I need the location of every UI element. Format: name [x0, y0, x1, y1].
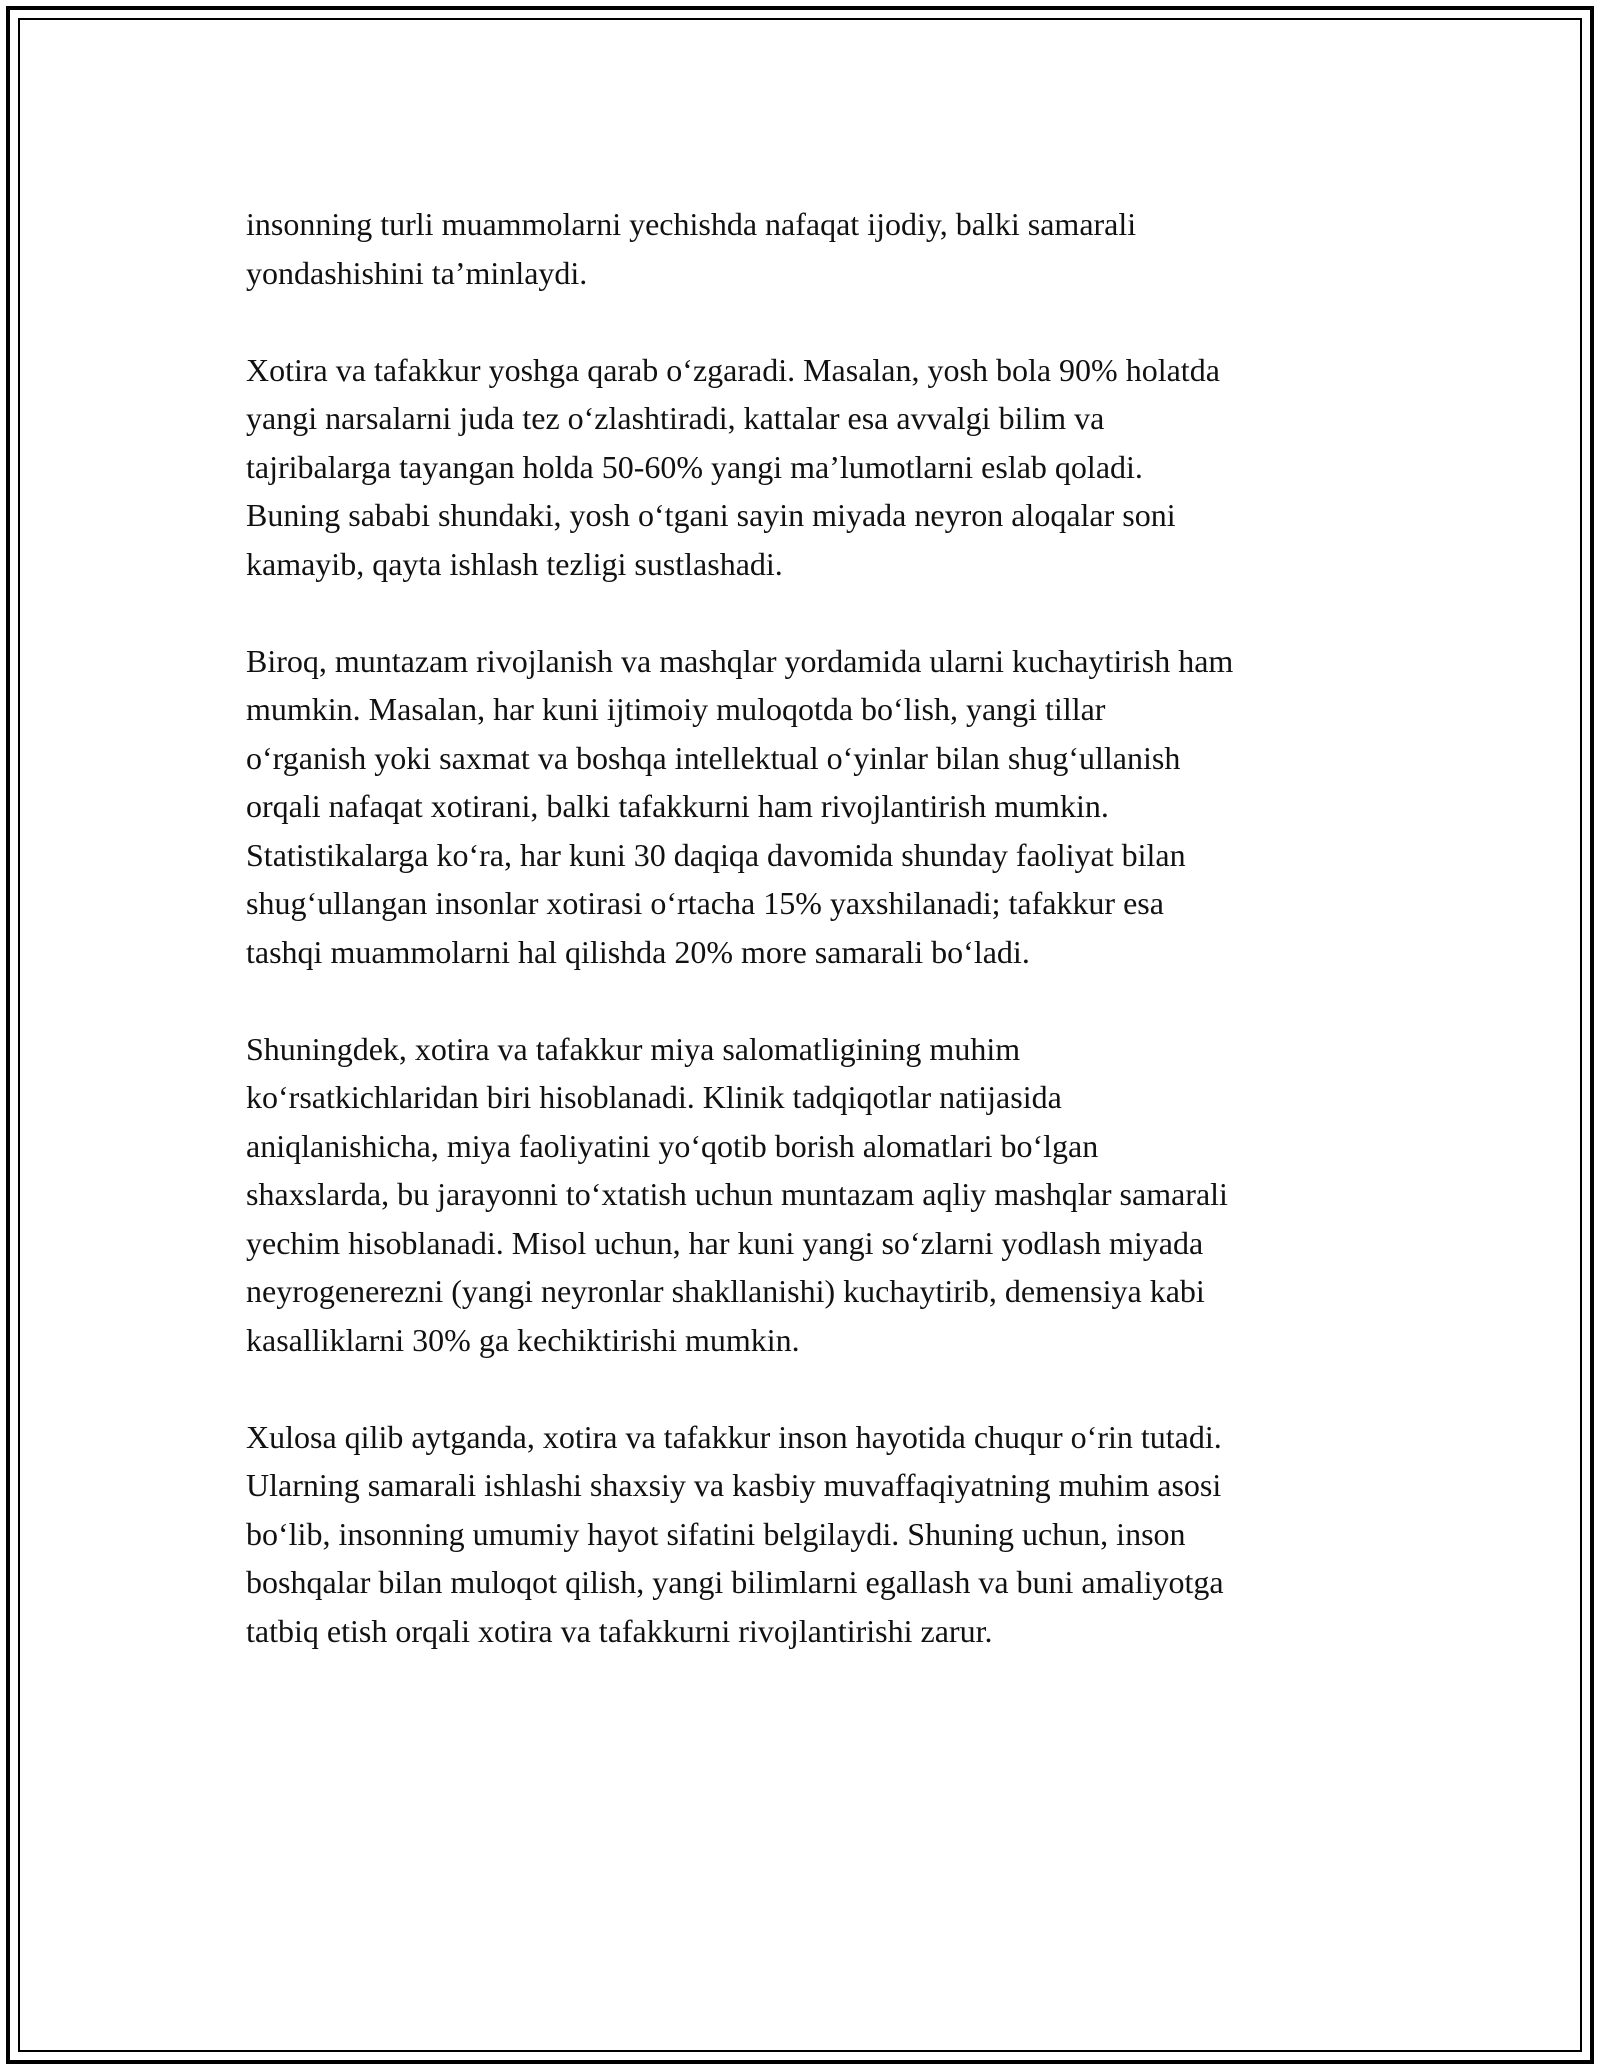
- text-line: o‘rganish yoki saxmat va boshqa intellektual o‘yinlar bilan shug‘ullanish: [246, 739, 1181, 776]
- text-line: aniqlanishicha, miya faoliyatini yo‘qotib borish alomatlari bo‘lgan: [246, 1127, 1099, 1164]
- page-frame: [6, 6, 1594, 2064]
- paragraph-5: [246, 1413, 1396, 1656]
- text-line: Xulosa qilib aytganda, xotira va tafakkur inson hayotida chuqur o‘rin tutadi.: [246, 1418, 1222, 1455]
- text-line: tatbiq etish orqali xotira va tafakkurni rivojlantirishi zarur.: [246, 1612, 993, 1649]
- text-line: boshqalar bilan muloqot qilish, yangi bilimlarni egallash va buni amaliyotga: [246, 1564, 1224, 1600]
- text-line: shaxslarda, bu jarayonni to‘xtatish uchun muntazam aqliy mashqlar samarali: [246, 1176, 1228, 1212]
- text-line: insonning turli muammolarni yechishda nafaqat ijodiy, balki samarali: [246, 206, 1137, 242]
- text-line: Xotira va tafakkur yoshga qarab o‘zgaradi. Masalan, yosh bola 90% holatda: [246, 351, 1220, 388]
- text-line: ko‘rsatkichlaridan biri hisoblanadi. Klinik tadqiqotlar natijasida: [246, 1079, 1062, 1115]
- text-line: orqali nafaqat xotirani, balki tafakkurni ham rivojlantirish mumkin.: [246, 788, 1109, 824]
- paragraph-2: [246, 346, 1396, 589]
- text-line: kasalliklarni 30% ga kechiktirishi mumkin.: [246, 1321, 800, 1358]
- text-line: Ularning samarali ishlashi shaxsiy va kasbiy muvaffaqiyatning muhim asosi: [246, 1467, 1222, 1503]
- paragraph-4: [246, 1025, 1396, 1365]
- text-line: kamayib, qayta ishlash tezligi sustlashadi.: [246, 545, 783, 582]
- text-line: shug‘ullangan insonlar xotirasi o‘rtacha 15% yaxshilanadi; tafakkur esa: [246, 885, 1164, 921]
- text-line: yangi narsalarni juda tez o‘zlashtiradi, kattalar esa avvalgi bilim va: [246, 400, 1105, 436]
- text-line: Biroq, muntazam rivojlanish va mashqlar yordamida ularni kuchaytirish ham: [246, 642, 1234, 679]
- text-line: bo‘lib, insonning umumiy hayot sifatini belgilaydi. Shuning uchun, inson: [246, 1515, 1186, 1552]
- text-line: yechim hisoblanadi. Misol uchun, har kuni yangi so‘zlarni yodlash miyada: [246, 1224, 1204, 1261]
- text-line: mumkin. Masalan, har kuni ijtimoiy muloqotda bo‘lish, yangi tillar: [246, 691, 1106, 727]
- text-line: Statistikalarga ko‘ra, har kuni 30 daqiqa davomida shunday faoliyat bilan: [246, 836, 1186, 873]
- text-line: tajribalarga tayangan holda 50-60% yangi ma’lumotlarni eslab qoladi.: [246, 448, 1143, 485]
- text-line: Shuningdek, xotira va tafakkur miya salomatligining muhim: [246, 1030, 1021, 1067]
- paragraph-1: [246, 200, 1396, 297]
- text-line: neyrogenerezni (yangi neyronlar shakllanishi) kuchaytirib, demensiya kabi: [246, 1273, 1205, 1309]
- text-line: tashqi muammolarni hal qilishda 20% more samarali bo‘ladi.: [246, 933, 1030, 970]
- paragraph-3: [246, 637, 1396, 977]
- text-line: yondashishini ta’minlaydi.: [246, 254, 588, 291]
- document-body: [246, 200, 1396, 1704]
- text-line: Buning sababi shundaki, yosh o‘tgani sayin miyada neyron aloqalar soni: [246, 497, 1176, 533]
